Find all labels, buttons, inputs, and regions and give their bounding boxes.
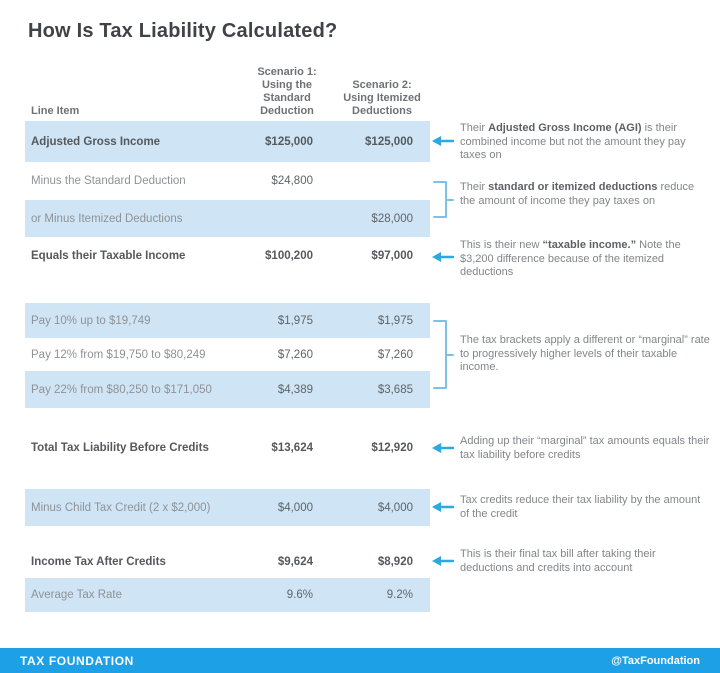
column-header-scenario2: Scenario 2: Using Itemized Deductions (343, 79, 421, 117)
annotation-liability-before-credits: Adding up their “marginal” tax amounts equals their tax liability before credits (460, 435, 710, 461)
annotation-deductions: Their standard or itemized deductions reduce the amount of income they pay taxes on (460, 181, 695, 207)
table-row (25, 303, 430, 338)
row-label: Minus the Standard Deduction (31, 175, 186, 187)
row-label: Adjusted Gross Income (31, 135, 161, 148)
left-arrow-icon (432, 556, 453, 566)
page-title: How Is Tax Liability Calculated? (28, 20, 338, 42)
table-row (25, 200, 430, 237)
row-label: Average Tax Rate (31, 589, 122, 601)
bracket-icon (434, 182, 453, 217)
table-row (25, 121, 430, 162)
row-value-scenario1: $1,975 (277, 314, 313, 327)
row-value-scenario2: $7,260 (377, 348, 413, 361)
left-arrow-icon (432, 252, 453, 262)
row-value-scenario2: $4,000 (377, 501, 413, 514)
row-value-scenario2: $97,000 (371, 250, 413, 262)
annotation-taxable-income: This is their new “taxable income.” Note the $3,200 difference because of the itemized deductions (460, 239, 681, 278)
table-row (25, 338, 430, 371)
row-label: Pay 22% from $80,250 to $171,050 (31, 383, 212, 396)
table-row (25, 489, 430, 526)
row-value-scenario2: $3,685 (377, 383, 413, 396)
annotation-tax-brackets: The tax brackets apply a different or “marginal” rate to progressively higher levels of their taxable income. (460, 334, 710, 373)
row-label: Pay 10% up to $19,749 (31, 314, 151, 327)
annotation-tax-credits: Tax credits reduce their tax liability by the amount of the credit (460, 494, 701, 520)
column-header-scenario1: Scenario 1: Using the Standard Deduction (257, 66, 317, 117)
row-value-scenario2: $8,920 (377, 555, 413, 568)
table-row (25, 237, 430, 275)
table-row (25, 578, 430, 612)
row-value-scenario1: 9.6% (286, 589, 313, 601)
column-header-line-item: Line Item (31, 105, 80, 117)
twitter-handle[interactable]: @TaxFoundation (611, 654, 700, 667)
row-label: or Minus Itemized Deductions (31, 212, 183, 225)
row-value-scenario1: $13,624 (271, 442, 313, 454)
row-value-scenario1: $7,260 (277, 348, 313, 361)
table-row (25, 430, 430, 466)
row-value-scenario2: $1,975 (377, 314, 413, 327)
row-value-scenario2: $28,000 (371, 212, 413, 225)
row-value-scenario1: $9,624 (277, 555, 313, 568)
row-label: Total Tax Liability Before Credits (31, 442, 209, 454)
row-value-scenario1: $125,000 (265, 135, 313, 148)
annotation-final-tax-bill: This is their final tax bill after taking their deductions and credits into account (460, 548, 656, 574)
brand-name: TAX FOUNDATION (20, 653, 134, 668)
row-value-scenario2: $12,920 (371, 442, 413, 454)
annotation-agi: Their Adjusted Gross Income (AGI) is their combined income but not the amount they pay taxes on (460, 122, 686, 161)
connector-gutter (428, 0, 462, 620)
tax-table (25, 121, 430, 612)
row-label: Minus Child Tax Credit (2 x $2,000) (31, 501, 211, 514)
left-arrow-icon (432, 443, 453, 453)
table-row (25, 545, 430, 578)
footer-bar (0, 648, 720, 673)
table-row (25, 162, 430, 200)
left-arrow-icon (432, 136, 453, 146)
left-arrow-icon (432, 502, 453, 512)
row-label: Income Tax After Credits (31, 555, 166, 568)
row-value-scenario1: $100,200 (265, 250, 313, 262)
row-value-scenario1: $4,389 (277, 383, 313, 396)
row-label: Equals their Taxable Income (31, 250, 186, 262)
bracket-icon (434, 321, 453, 388)
row-value-scenario1: $24,800 (271, 175, 313, 187)
row-value-scenario2: 9.2% (386, 589, 413, 601)
table-row (25, 371, 430, 408)
row-label: Pay 12% from $19,750 to $80,249 (31, 348, 206, 361)
row-value-scenario2: $125,000 (365, 135, 413, 148)
row-value-scenario1: $4,000 (277, 501, 313, 514)
